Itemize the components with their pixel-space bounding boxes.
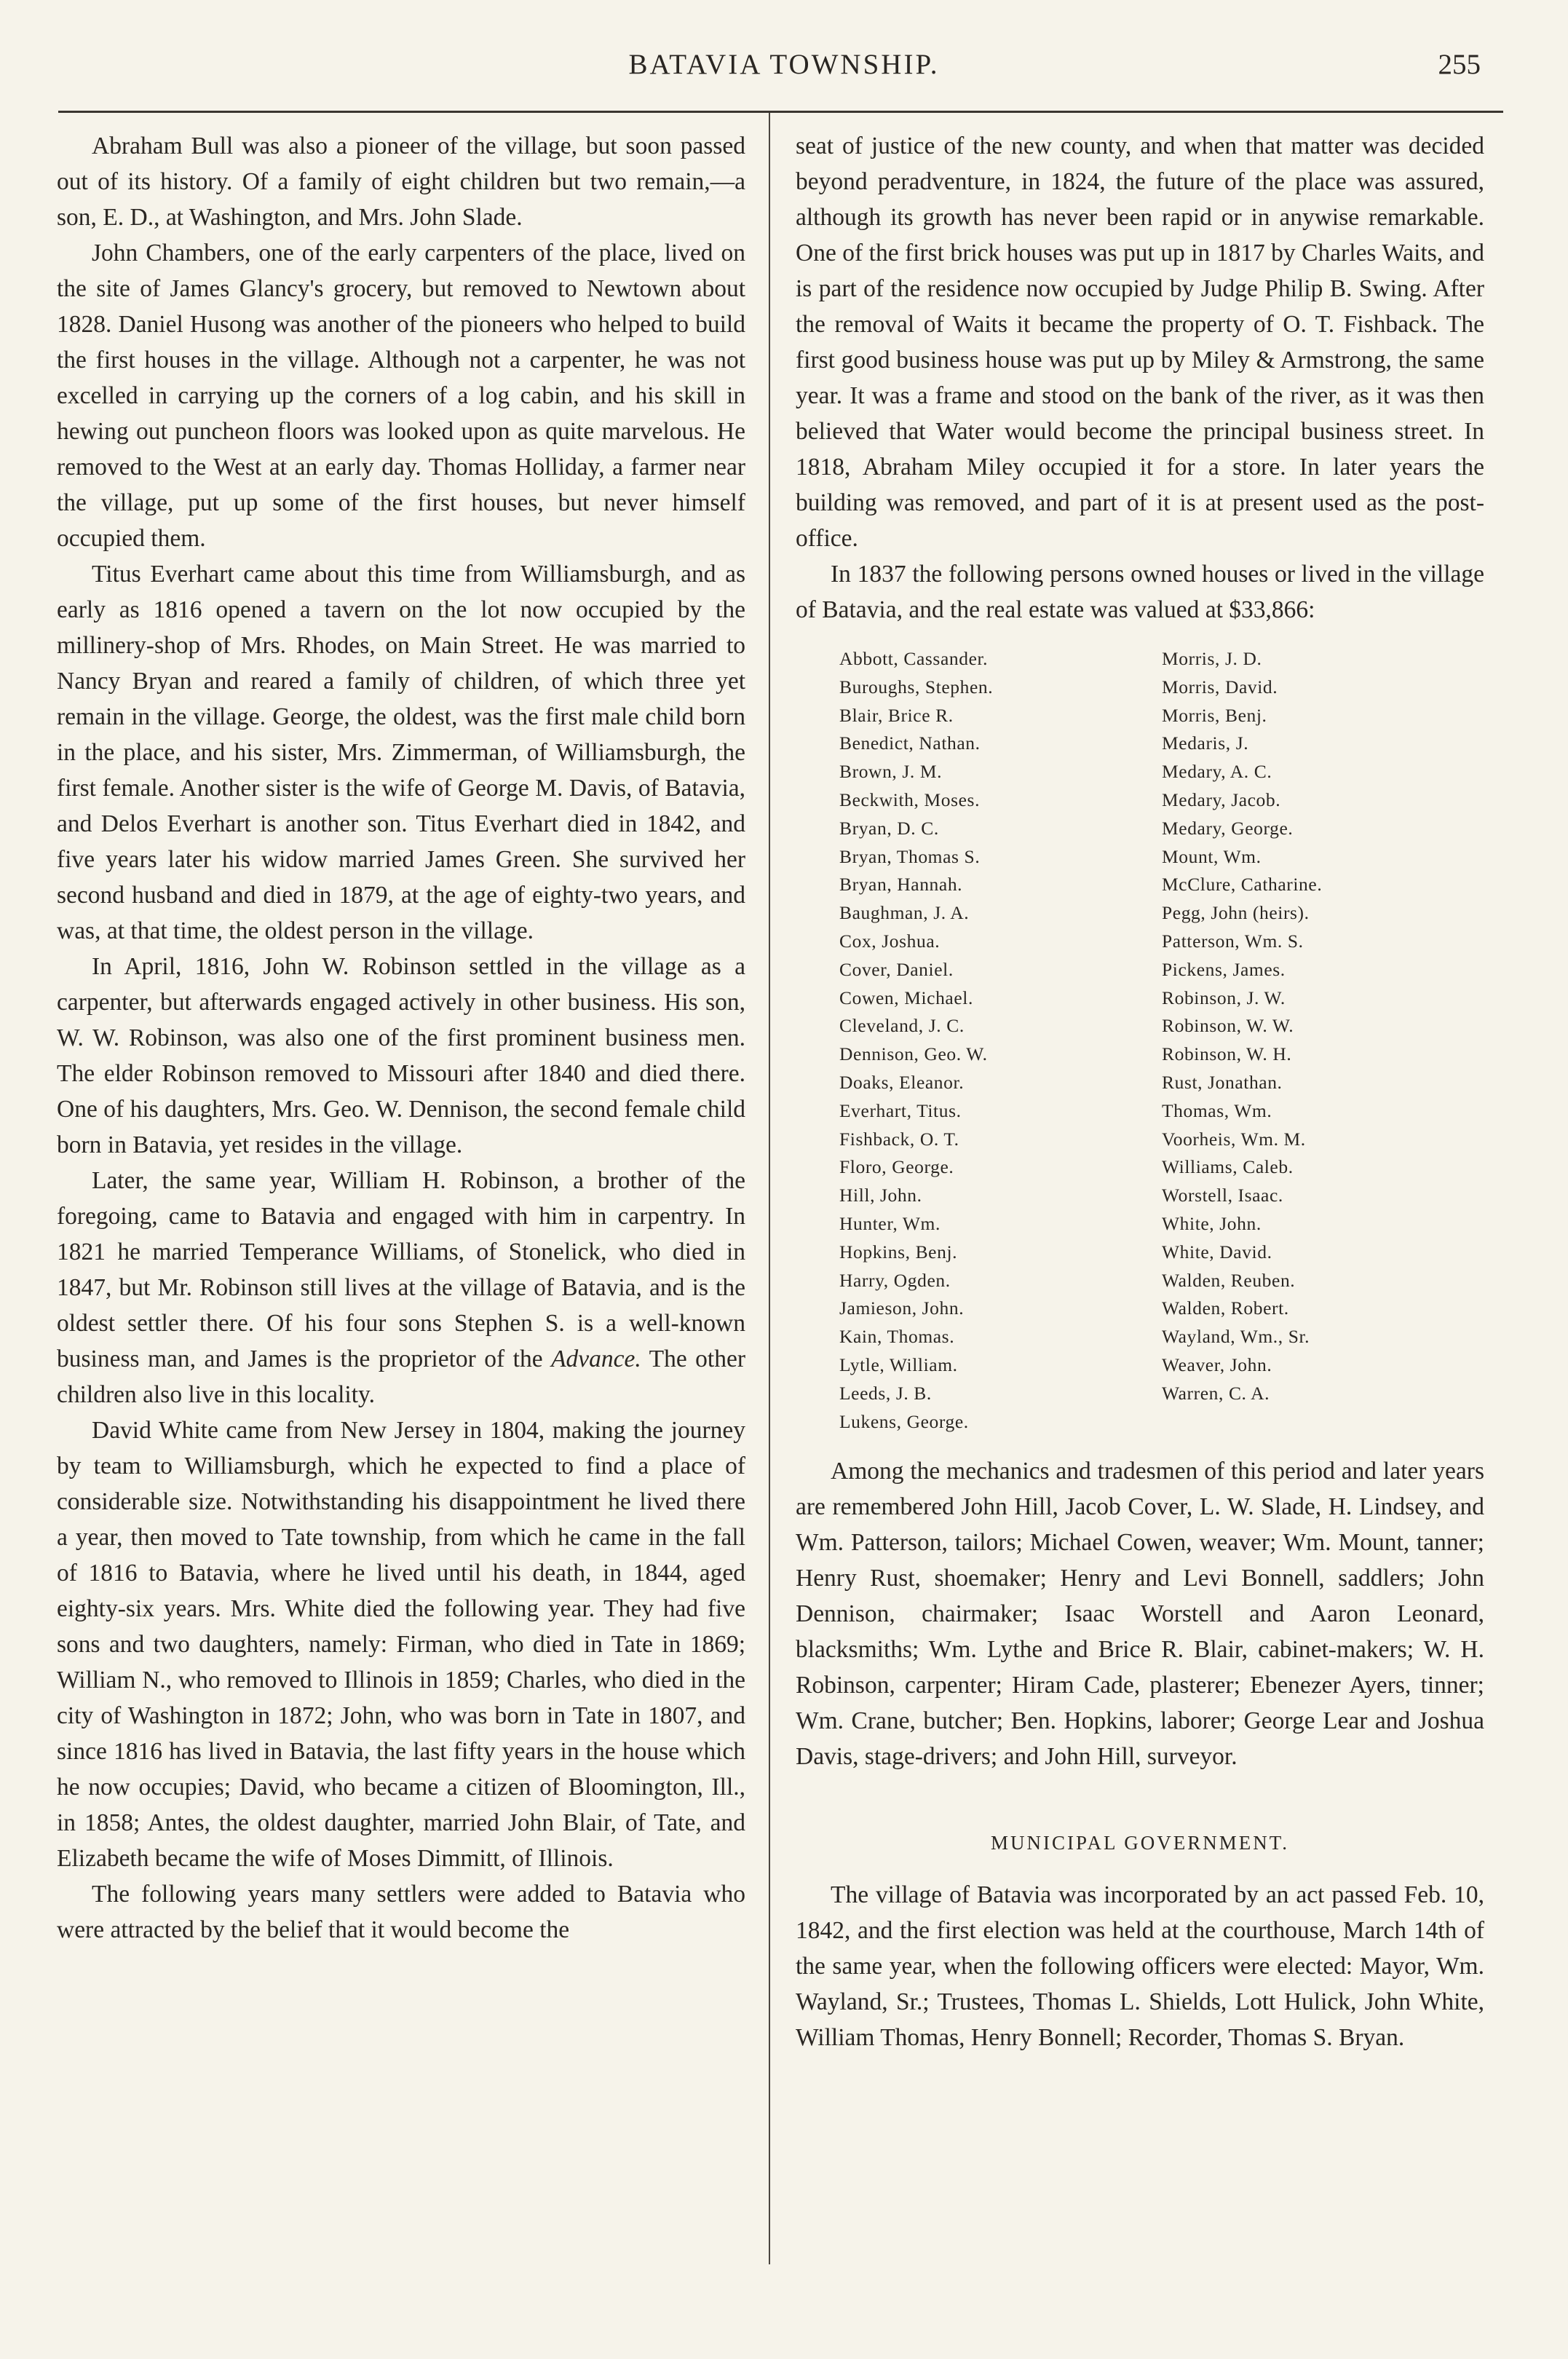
- paragraph: Titus Everhart came about this time from Williamsburgh, and as early as 1816 opened a tavern on the lot now occupied by the millinery-shop of Mrs. Rhodes, on Main Street. He was married to Nancy Bryan and reared a family of children, of which three yet remain in the village. George, the oldest, was the first male child born in the place, and his sister, Mrs. Zimmerman, of Williamsburgh, the first female. Another sister is the wife of George M. Davis, of Batavia, and Delos Everhart is another son. Titus Everhart died in 1842, and five years later his widow married James Green. She survived her second husband and died in 1879, at the age of eighty-two years, and was, at that time, the oldest person in the village.: [57, 561, 745, 944]
- list-item: Medary, Jacob.: [1162, 789, 1281, 810]
- list-item: Leeds, J. B.: [839, 1382, 932, 1404]
- paragraph: seat of justice of the new county, and when that matter was decided beyond peradventure, in 1824, the future of the place was assured, although its growth has never been rapid or in anywise remarkable. One of the first brick houses was put up in 1817 by Charles Waits, and is part of the residence now occupied by Judge Philip B. Swing. After the removal of Waits it became the property of O. T. Fishback. The first good business house was put up by Miley & Armstrong, the same year. It was a frame and stood on the bank of the river, as it was then believed that Water would become the principal business street. In 1818, Abraham Miley occupied it for a store. In later years the building was removed, and part of it is at present used as the post-office.: [796, 133, 1484, 552]
- list-item: Mount, Wm.: [1162, 845, 1262, 867]
- list-item: Williams, Caleb.: [1162, 1156, 1294, 1178]
- list-item: Robinson, W. W.: [1162, 1015, 1294, 1037]
- list-item: Weaver, John.: [1162, 1354, 1272, 1375]
- list-item: Baughman, J. A.: [839, 902, 970, 924]
- page-number: 255: [1438, 49, 1481, 80]
- residents-list: [839, 645, 1484, 1436]
- list-item: Floro, George.: [839, 1156, 954, 1178]
- list-item: Doaks, Eleanor.: [839, 1071, 965, 1093]
- left-column: [57, 128, 745, 1948]
- list-item: Morris, J. D.: [1162, 648, 1262, 669]
- page-header: [0, 42, 1568, 86]
- paragraph: John Chambers, one of the early carpenters of the place, lived on the site of James Glancy's grocery, but removed to Newtown about 1828. Daniel Husong was another of the pioneers who helped to build the first houses in the village. Although not a carpenter, he was not excelled in carrying up the corners of a log cabin, and his skill in hewing out puncheon floors was looked upon as quite marvelous. He removed to the West at an early day. Thomas Holliday, a farmer near the village, put up some of the first houses, but never himself occupied them.: [57, 240, 745, 552]
- list-item: Lukens, George.: [839, 1410, 969, 1432]
- list-item: White, John.: [1162, 1212, 1262, 1234]
- header-rule: [58, 111, 1503, 113]
- list-item: Morris, Benj.: [1162, 704, 1267, 726]
- paragraph: Abraham Bull was also a pioneer of the village, but soon passed out of its history. Of a family of eight children but two remain,—a son, E. D., at Washington, and Mrs. John Slade.: [57, 133, 745, 231]
- list-item: Warren, C. A.: [1162, 1382, 1270, 1404]
- list-item: Morris, David.: [1162, 676, 1278, 698]
- column-divider: [769, 113, 770, 2264]
- paragraph-text: The other children also live in this locality.: [57, 1346, 746, 1408]
- paragraph-text: Later, the same year, William H. Robinson, a brother of the foregoing, came to Batavia and engaged with him in carpentry. In 1821 he married Temperance Williams, of Stonelick, who died in 1847, but Mr. Robinson still lives at the village of Batavia, and is the oldest settler there. Of his four sons Stephen S. is a well-known business man, and James is the proprietor of the: [57, 1167, 745, 1372]
- list-item: Blair, Brice R.: [839, 704, 954, 726]
- list-item: Jamieson, John.: [839, 1297, 965, 1319]
- list-item: White, David.: [1162, 1241, 1272, 1263]
- list-item: Walden, Robert.: [1162, 1297, 1289, 1319]
- list-item: Hopkins, Benj.: [839, 1241, 958, 1263]
- list-item: Wayland, Wm., Sr.: [1162, 1326, 1310, 1348]
- section-heading: MUNICIPAL GOVERNMENT.: [990, 1832, 1289, 1854]
- paragraph: In April, 1816, John W. Robinson settled in the village as a carpenter, but afterwards engaged actively in other business. His son, W. W. Robinson, was also one of the first prominent business men. The elder Robinson removed to Missouri after 1840 and died there. One of his daughters, Mrs. Geo. W. Dennison, the second female child born in Batavia, yet resides in the village.: [57, 953, 745, 1158]
- list-item: Cleveland, J. C.: [839, 1015, 965, 1037]
- list-item: Buroughs, Stephen.: [839, 676, 994, 698]
- list-item: Cowen, Michael.: [839, 987, 973, 1008]
- list-item: Medary, A. C.: [1162, 761, 1272, 783]
- list-item: Patterson, Wm. S.: [1162, 930, 1304, 952]
- list-item: Cox, Joshua.: [839, 930, 941, 952]
- list-item: Bryan, Thomas S.: [839, 845, 981, 867]
- list-item: Dennison, Geo. W.: [839, 1043, 988, 1065]
- list-item: Walden, Reuben.: [1162, 1269, 1296, 1291]
- paragraph: In 1837 the following persons owned houses or lived in the village of Batavia, and the real estate was valued at $33,866:: [796, 561, 1484, 623]
- list-item: Brown, J. M.: [839, 761, 943, 783]
- paragraph: [57, 1163, 745, 1412]
- running-title: BATAVIA TOWNSHIP.: [628, 49, 940, 80]
- list-item: Kain, Thomas.: [839, 1326, 955, 1348]
- residents-list-column: [1162, 645, 1484, 1436]
- list-item: Voorheis, Wm. M.: [1162, 1128, 1306, 1150]
- list-item: Robinson, W. H.: [1162, 1043, 1292, 1065]
- list-item: McClure, Catharine.: [1162, 874, 1323, 896]
- list-item: Worstell, Isaac.: [1162, 1185, 1283, 1206]
- list-item: Everhart, Titus.: [839, 1099, 962, 1121]
- paragraph: Among the mechanics and tradesmen of this period and later years are remembered John Hill, Jacob Cover, L. W. Slade, H. Lindsey, and Wm. Patterson, tailors; Michael Cowen, weaver; Wm. Mount, tanner; Henry Rust, shoemaker; Henry and Levi Bonnell, saddlers; John Dennison, chairmaker; Isaac Worstell and Aaron Leonard, blacksmiths; Wm. Lythe and Brice R. Blair, cabinet-makers; W. H. Robinson, carpenter; Hiram Cade, plasterer; Ebenezer Ayers, tinner; Wm. Crane, butcher; Ben. Hopkins, laborer; George Lear and Joshua Davis, stage-drivers; and John Hill, surveyor.: [796, 1458, 1484, 1771]
- list-item: Thomas, Wm.: [1162, 1099, 1272, 1121]
- list-item: Medary, George.: [1162, 817, 1294, 839]
- residents-list-column: [839, 645, 1162, 1436]
- list-item: Rust, Jonathan.: [1162, 1071, 1283, 1093]
- list-item: Hill, John.: [839, 1185, 922, 1206]
- paragraph: David White came from New Jersey in 1804, making the journey by team to Williamsburgh, which he expected to find a place of considerable size. Notwithstanding his disappointment he lived there a year, then moved to Tate township, from which he came in the fall of 1816 to Batavia, where he lived until his death, in 1844, aged eighty-six years. Mrs. White died the following year. They had five sons and two daughters, namely: Firman, who died in Tate in 1869; William N., who removed to Illinois in 1859; Charles, who died in the city of Washington in 1872; John, who was born in Tate in 1807, and since 1816 has lived in Batavia, the last fifty years in the house which he now occupies; David, who became a citizen of Bloomington, Ill., in 1858; Antes, the oldest daughter, married John Blair, of Tate, and Elizabeth became the wife of Moses Dimmitt, of Illinois.: [57, 1417, 745, 1872]
- list-item: Fishback, O. T.: [839, 1128, 959, 1150]
- list-item: Harry, Ogden.: [839, 1269, 951, 1291]
- newspaper-title: Advance.: [551, 1346, 641, 1372]
- list-item: Benedict, Nathan.: [839, 732, 981, 754]
- list-item: Abbott, Cassander.: [839, 648, 989, 669]
- list-item: Pegg, John (heirs).: [1162, 902, 1310, 924]
- paragraph: The village of Batavia was incorporated by an act passed Feb. 10, 1842, and the first election was held at the courthouse, March 14th of the same year, when the following officers were elected: Mayor, Wm. Wayland, Sr.; Trustees, Thomas L. Shields, Lott Hulick, John White, William Thomas, Henry Bonnell; Recorder, Thomas S. Bryan.: [796, 1881, 1484, 2052]
- list-item: Beckwith, Moses.: [839, 789, 981, 810]
- list-item: Lytle, William.: [839, 1354, 958, 1375]
- paragraph: The following years many settlers were added to Batavia who were attracted by the belief that it would become the: [57, 1881, 745, 1943]
- right-column: [796, 128, 1484, 2055]
- list-item: Cover, Daniel.: [839, 958, 954, 980]
- list-item: Robinson, J. W.: [1162, 987, 1286, 1008]
- list-item: Pickens, James.: [1162, 958, 1286, 980]
- list-item: Hunter, Wm.: [839, 1212, 941, 1234]
- list-item: Bryan, D. C.: [839, 817, 939, 839]
- list-item: Bryan, Hannah.: [839, 874, 963, 896]
- list-item: Medaris, J.: [1162, 732, 1249, 754]
